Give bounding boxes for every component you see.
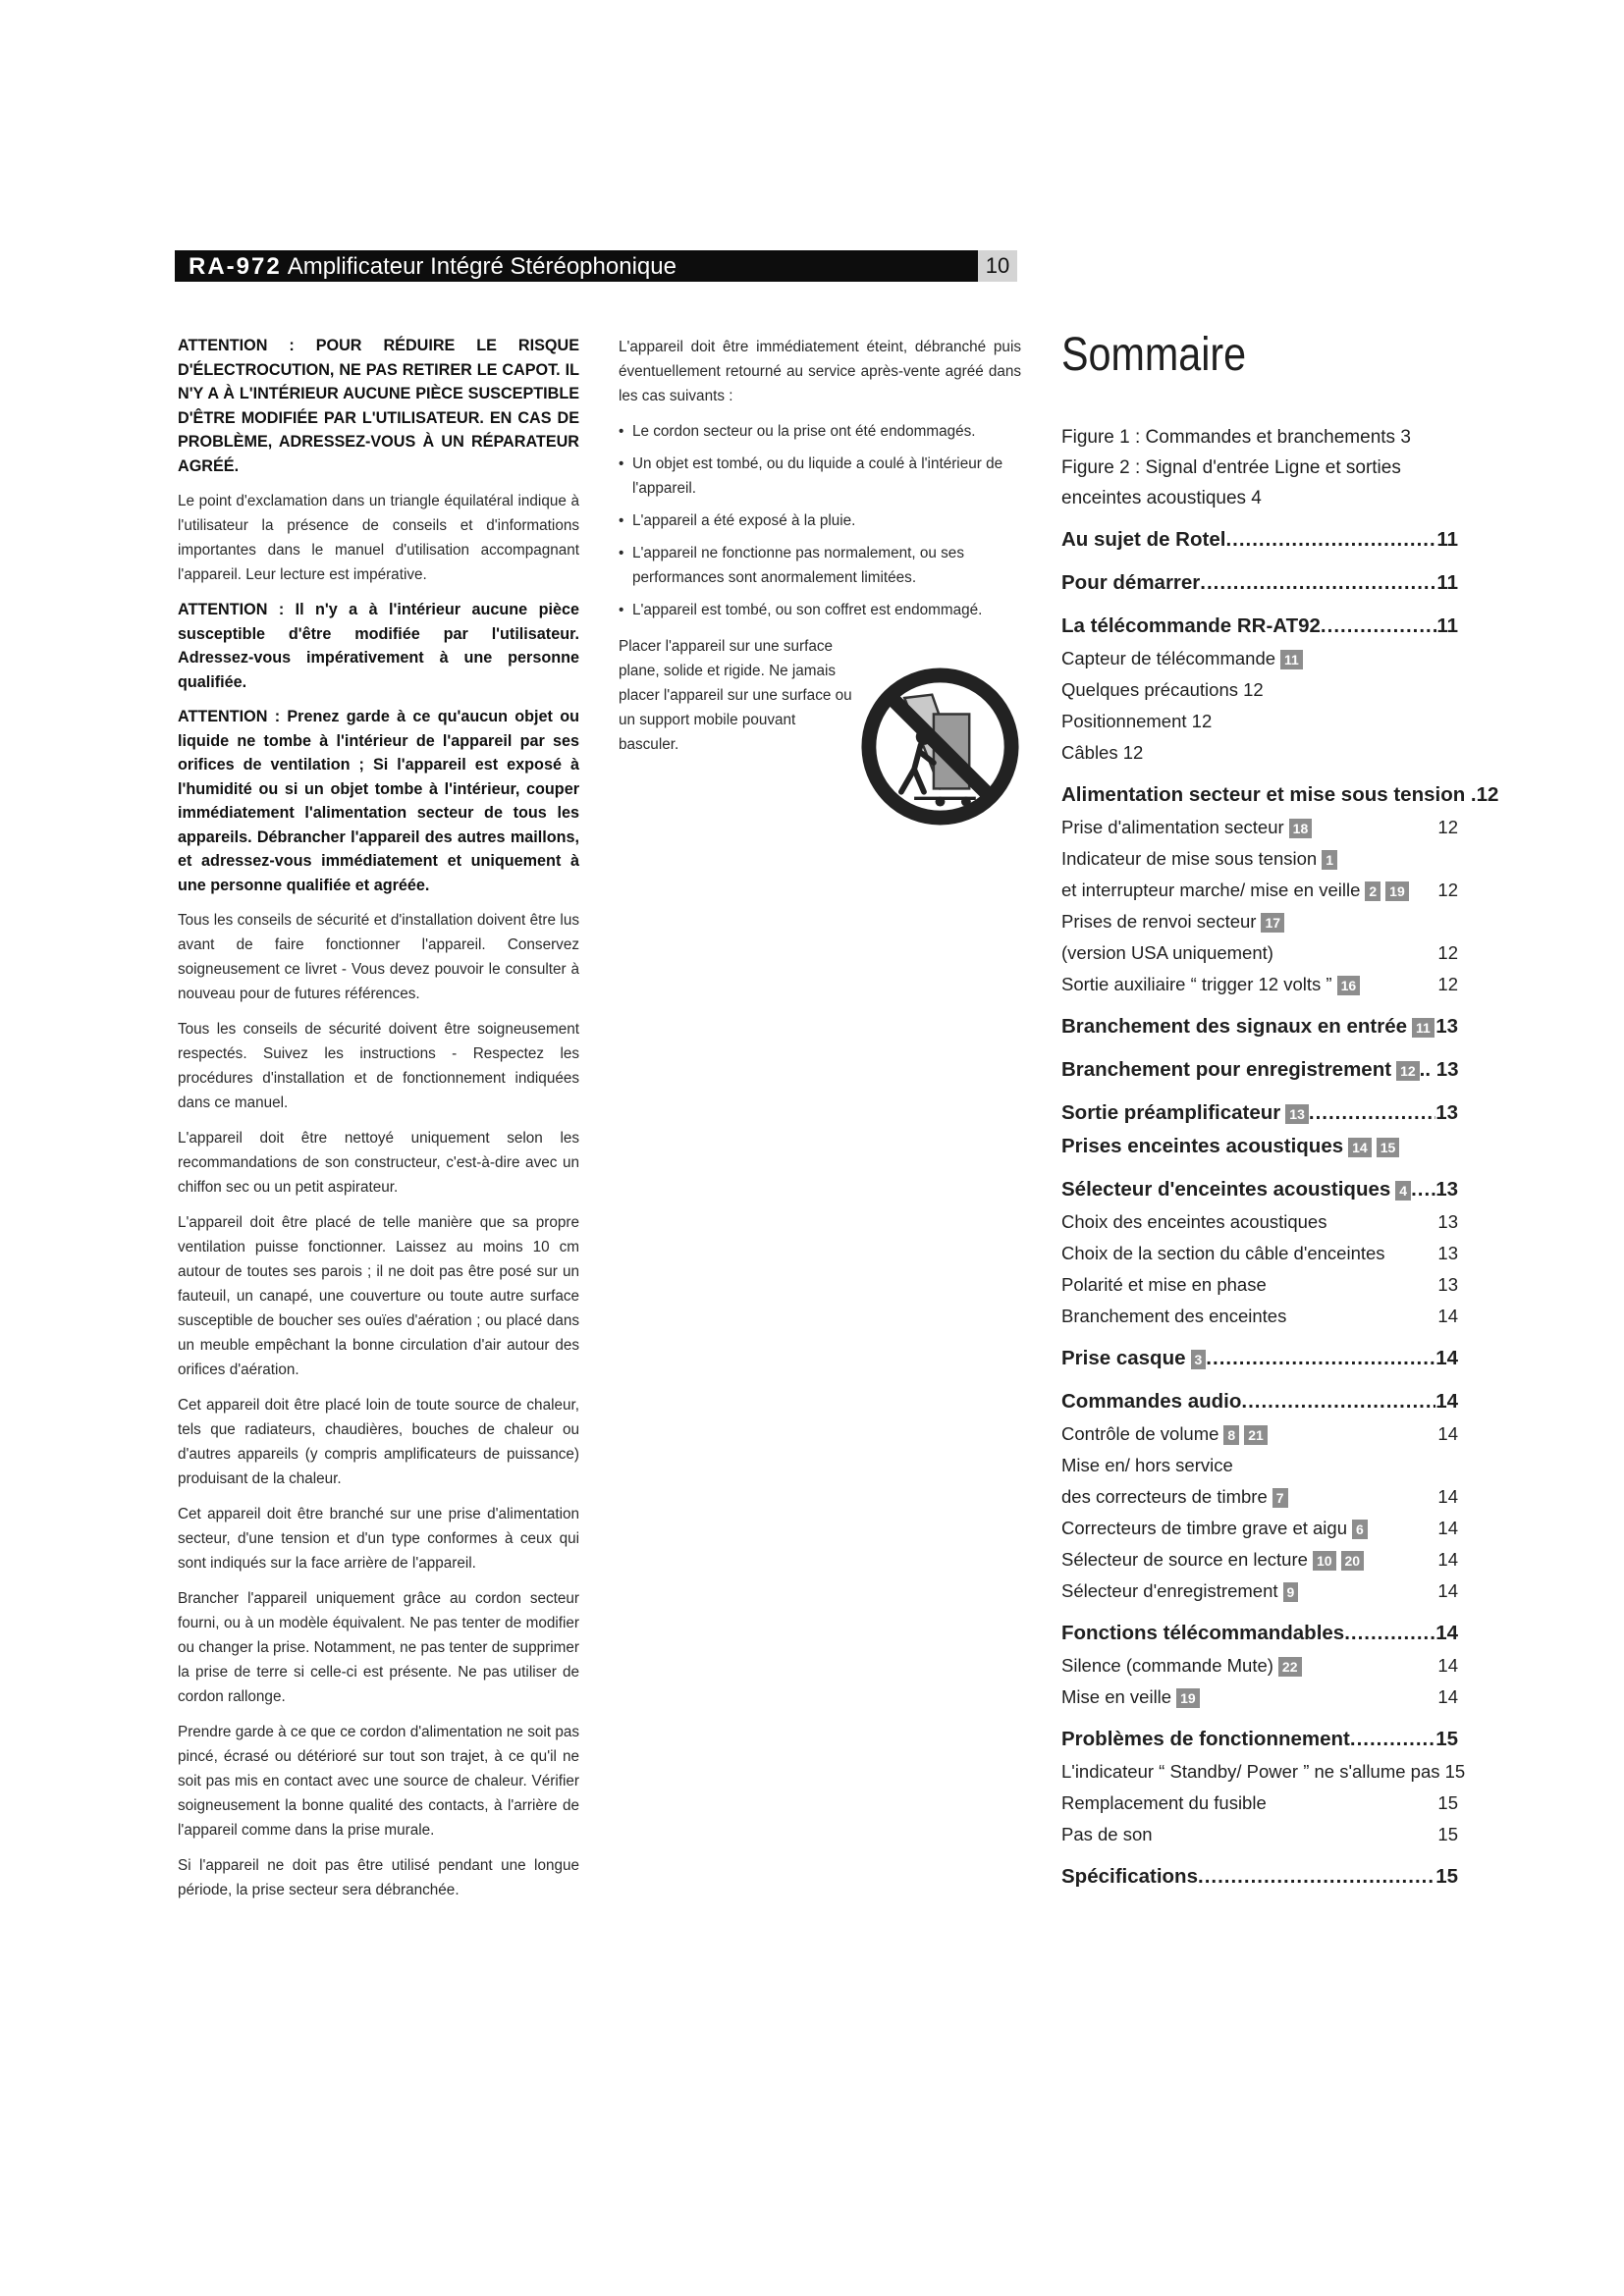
toc-entry-au-sujet[interactable]: Au sujet de Rotel ..... 11	[1061, 523, 1458, 557]
figure-ref-chip: 4	[1395, 1181, 1411, 1201]
toc-subentry[interactable]: Contrôle de volume 8 21 14	[1061, 1423, 1458, 1444]
figure-ref-chip: 21	[1244, 1425, 1268, 1445]
model-name: RA-972	[189, 253, 282, 280]
figure-ref-chip: 19	[1385, 881, 1409, 901]
toc-subentry[interactable]: Positionnement 12	[1061, 711, 1213, 731]
toc-subentry[interactable]: Câbles 12	[1061, 742, 1144, 763]
toc-entry-problemes[interactable]: Problèmes de fonctionnement ..... 15	[1061, 1723, 1458, 1756]
warning-3: ATTENTION : Prenez garde à ce qu'aucun objet ou liquide ne tombe à l'intérieur de l'appareil par ses orifices de ventilation ; Si l'appareil est exposé à l'humidité ou si un objet tombe à l'intérieur, couper immédiatement l'alimentation secteur de tous les appareils. Débrancher l'appareil des autres maillons, et adressez-vous immédiatement et uniquement à une personne qualifiée et agréée.	[178, 708, 579, 894]
toc-entry-specifications[interactable]: Spécifications ..... 15	[1061, 1860, 1458, 1894]
document-title: Amplificateur Intégré Stéréophonique	[287, 253, 677, 280]
figure-ref-chip: 6	[1352, 1520, 1368, 1539]
toc-subentry[interactable]: Mise en veille 19 14	[1061, 1686, 1458, 1707]
figure-ref-chip: 15	[1377, 1138, 1400, 1157]
list-item: • L'appareil est tombé, ou son coffret est endommagé.	[619, 598, 1021, 622]
toc-subentry[interactable]: Indicateur de mise sous tension 1	[1061, 843, 1458, 875]
toc-entry-prise-casque[interactable]: Prise casque 3 ..... 14	[1061, 1342, 1458, 1375]
toc-entry-enregistrement[interactable]: Branchement pour enregistrement 12 .. 13	[1061, 1058, 1459, 1081]
figure-ref-chip: 12	[1396, 1061, 1420, 1081]
list-item: • Le cordon secteur ou la prise ont été endommagés.	[619, 419, 1021, 444]
toc-subentry[interactable]: Prise d'alimentation secteur 18 12	[1061, 817, 1458, 837]
toc-entry-signaux-entree[interactable]: Branchement des signaux en entrée 11 13	[1061, 1015, 1458, 1038]
toc-subentry[interactable]: Silence (commande Mute) 22 14	[1061, 1655, 1458, 1676]
figure-ref-chip: 7	[1272, 1488, 1288, 1508]
toc-entry-commandes-audio[interactable]: Commandes audio ..... 14	[1061, 1385, 1458, 1418]
toc-subentry[interactable]: Quelques précautions 12	[1061, 679, 1264, 700]
toc-subentry[interactable]: L'indicateur “ Standby/ Power ” ne s'allume pas 15	[1061, 1761, 1466, 1782]
toc-subentry[interactable]: Pas de son 15	[1061, 1824, 1458, 1844]
toc-subentry[interactable]: Sélecteur de source en lecture 10 20 14	[1061, 1549, 1458, 1570]
toc-entry-preamplificateur[interactable]: Sortie préamplificateur 13 ..... 13	[1061, 1096, 1458, 1130]
page-number: 10	[978, 250, 1017, 282]
toc-subentry[interactable]: Choix de la section du câble d'enceintes 13	[1061, 1243, 1458, 1263]
toc-subentry[interactable]: et interrupteur marche/ mise en veille 2 19 12	[1061, 880, 1458, 900]
paragraph: Tous les conseils de sécurité doivent être soigneusement respectés. Suivez les instructions - Respectez les procédures d'installation et de fonctionnement indiquées dans ce manuel.	[178, 1021, 579, 1111]
paragraph: Brancher l'appareil uniquement grâce au cordon secteur fourni, ou à un modèle équivalent. Ne pas tenter de modifier ou changer la prise. Notamment, ne pas tenter de supprimer la prise de terre si celle-ci est présente. Ne pas utiliser de cordon rallonge.	[178, 1590, 579, 1705]
toc-subentry[interactable]: Correcteurs de timbre grave et aigu 6 14	[1061, 1518, 1458, 1538]
list-item: • Un objet est tombé, ou du liquide a coulé à l'intérieur de l'appareil.	[619, 452, 1021, 501]
toc-subentry[interactable]: Sélecteur d'enregistrement 9 14	[1061, 1580, 1458, 1601]
figure-ref-chip: 2	[1365, 881, 1380, 901]
toc-subentry[interactable]: Mise en/ hors service	[1061, 1455, 1233, 1475]
bullet-list	[619, 419, 1021, 622]
paragraph: L'appareil doit être placé de telle manière que sa propre ventilation puisse fonctionner. Laissez au moins 10 cm autour de toutes ses parois ; il ne doit pas être posé sur un fauteuil, un canapé, une couverture ou toute autre surface susceptible de boucher ses ouïes d'aération ; ou placé dans un meuble empêchant la bonne circulation d'air autour des orifices d'aération.	[178, 1214, 579, 1378]
toc-subentry[interactable]: Remplacement du fusible 15	[1061, 1792, 1458, 1813]
header-bar	[175, 250, 978, 282]
toc-subentry[interactable]: Choix des enceintes acoustiques 13	[1061, 1211, 1458, 1232]
toc-figure-1: Figure 1 : Commandes et branchements 3	[1061, 427, 1411, 448]
figure-ref-chip: 20	[1341, 1551, 1365, 1571]
list-item: • L'appareil a été exposé à la pluie.	[619, 508, 1021, 533]
warning-2: ATTENTION : Il n'y a à l'intérieur aucune pièce susceptible d'être modifiée par l'utilisateur. Adressez-vous impérativement à une personne qualifiée.	[178, 601, 579, 691]
toc-subentry[interactable]: (version USA uniquement) 12	[1061, 942, 1458, 963]
toc-entry-telecommande[interactable]: La télécommande RR-AT92 ..... 11	[1061, 610, 1458, 643]
paragraph: Si l'appareil ne doit pas être utilisé pendant une longue période, la prise secteur sera débranchée.	[178, 1857, 579, 1898]
toc-subentry[interactable]: des correcteurs de timbre 7 14	[1061, 1486, 1458, 1507]
figure-ref-chip: 16	[1337, 976, 1361, 995]
figure-ref-chip: 11	[1412, 1018, 1435, 1038]
no-cart-tipping-icon	[859, 666, 1021, 828]
safety-column-1	[178, 334, 579, 1913]
toc-title: Sommaire	[1061, 329, 1247, 381]
paragraph: Cet appareil doit être branché sur une prise d'alimentation secteur, d'une tension et d'un type conformes à ceux qui sont indiqués sur la face arrière de l'appareil.	[178, 1506, 579, 1572]
figure-ref-chip: 18	[1289, 819, 1313, 838]
figure-ref-chip: 9	[1283, 1582, 1299, 1602]
toc-entry-alimentation[interactable]: Alimentation secteur et mise sous tension . 12	[1061, 783, 1499, 806]
table-of-contents	[1061, 326, 1499, 1894]
toc-subentry[interactable]: Sortie auxiliaire “ trigger 12 volts ” 16 12	[1061, 974, 1458, 994]
figure-ref-chip: 17	[1261, 913, 1284, 933]
paragraph: Prendre garde à ce que ce cordon d'alimentation ne soit pas pincé, écrasé ou détérioré sur tout son trajet, à ce qu'il ne soit pas mis en contact avec une source de chaleur. Vérifier soigneusement la bonne qualité des contacts, à l'arrière de l'appareil comme dans la prise murale.	[178, 1724, 579, 1839]
paragraph: Tous les conseils de sécurité et d'installation doivent être lus avant de faire fonctionner l'appareil. Conservez soigneusement ce livret - Vous devez pouvoir le consulter à nouveau pour de futures références.	[178, 912, 579, 1002]
warning-main: ATTENTION : POUR RÉDUIRE LE RISQUE D'ÉLECTROCUTION, NE PAS RETIRER LE CAPOT. IL N'Y A À L'INTÉRIEUR AUCUNE PIÈCE SUSCEPTIBLE D'ÊTRE MODIFIÉE PAR L'UTILISATEUR. EN CAS DE PROBLÈME, ADRESSEZ-VOUS À UN RÉPARATEUR AGRÉÉ.	[178, 337, 579, 475]
toc-subentry[interactable]: Capteur de télécommande 11	[1061, 643, 1458, 674]
figure-ref-chip: 10	[1313, 1551, 1336, 1571]
toc-subentry[interactable]: Prises de renvoi secteur 17	[1061, 906, 1458, 937]
figure-ref-chip: 8	[1223, 1425, 1239, 1445]
figure-ref-chip: 22	[1278, 1657, 1302, 1677]
placement-paragraph: Placer l'appareil sur une surface plane, solide et rigide. Ne jamais placer l'appareil sur une surface ou un support mobile pouvant basculer.	[619, 638, 852, 753]
figure-ref-chip: 3	[1191, 1350, 1207, 1369]
paragraph: L'appareil doit être nettoyé uniquement selon les recommandations de son constructeur, c'est-à-dire avec un chiffon sec ou un petit aspirateur.	[178, 1130, 579, 1196]
figure-ref-chip: 13	[1285, 1104, 1309, 1124]
header-text	[189, 253, 677, 281]
toc-entry-pour-demarrer[interactable]: Pour démarrer ..... 11	[1061, 566, 1458, 600]
toc-figure-2: Figure 2 : Signal d'entrée Ligne et sorties enceintes acoustiques 4	[1061, 457, 1401, 508]
figure-ref-chip: 14	[1348, 1138, 1372, 1157]
toc-entry-prises-enceintes[interactable]: Prises enceintes acoustiques 14 15	[1061, 1130, 1458, 1163]
intro-paragraph: L'appareil doit être immédiatement éteint, débranché puis éventuellement retourné au service après-vente agréé dans les cas suivants :	[619, 339, 1021, 404]
figure-ref-chip: 1	[1322, 850, 1337, 870]
toc-subentry[interactable]: Branchement des enceintes 14	[1061, 1306, 1458, 1326]
toc-entry-selecteur-enceintes[interactable]: Sélecteur d'enceintes acoustiques 4 ..... 13	[1061, 1173, 1458, 1206]
figure-ref-chip: 11	[1280, 650, 1303, 669]
paragraph: Cet appareil doit être placé loin de toute source de chaleur, tels que radiateurs, chaudières, bouches de chaleur ou d'autres appareils (y compris amplificateurs de puissance) produisant de la chaleur.	[178, 1397, 579, 1487]
safety-column-2	[619, 335, 1021, 768]
paragraph-exclamation: Le point d'exclamation dans un triangle équilatéral indique à l'utilisateur la présence de conseils et d'informations importantes dans le manuel d'utilisation accompagnant l'appareil. Leur lecture est impérative.	[178, 493, 579, 583]
toc-entry-fonctions-telecommandables[interactable]: Fonctions télécommandables ..... 14	[1061, 1617, 1458, 1650]
figure-ref-chip: 19	[1176, 1688, 1200, 1708]
toc-subentry[interactable]: Polarité et mise en phase 13	[1061, 1274, 1458, 1295]
list-item: • L'appareil ne fonctionne pas normalement, ou ses performances sont anormalement limitées.	[619, 541, 1021, 590]
